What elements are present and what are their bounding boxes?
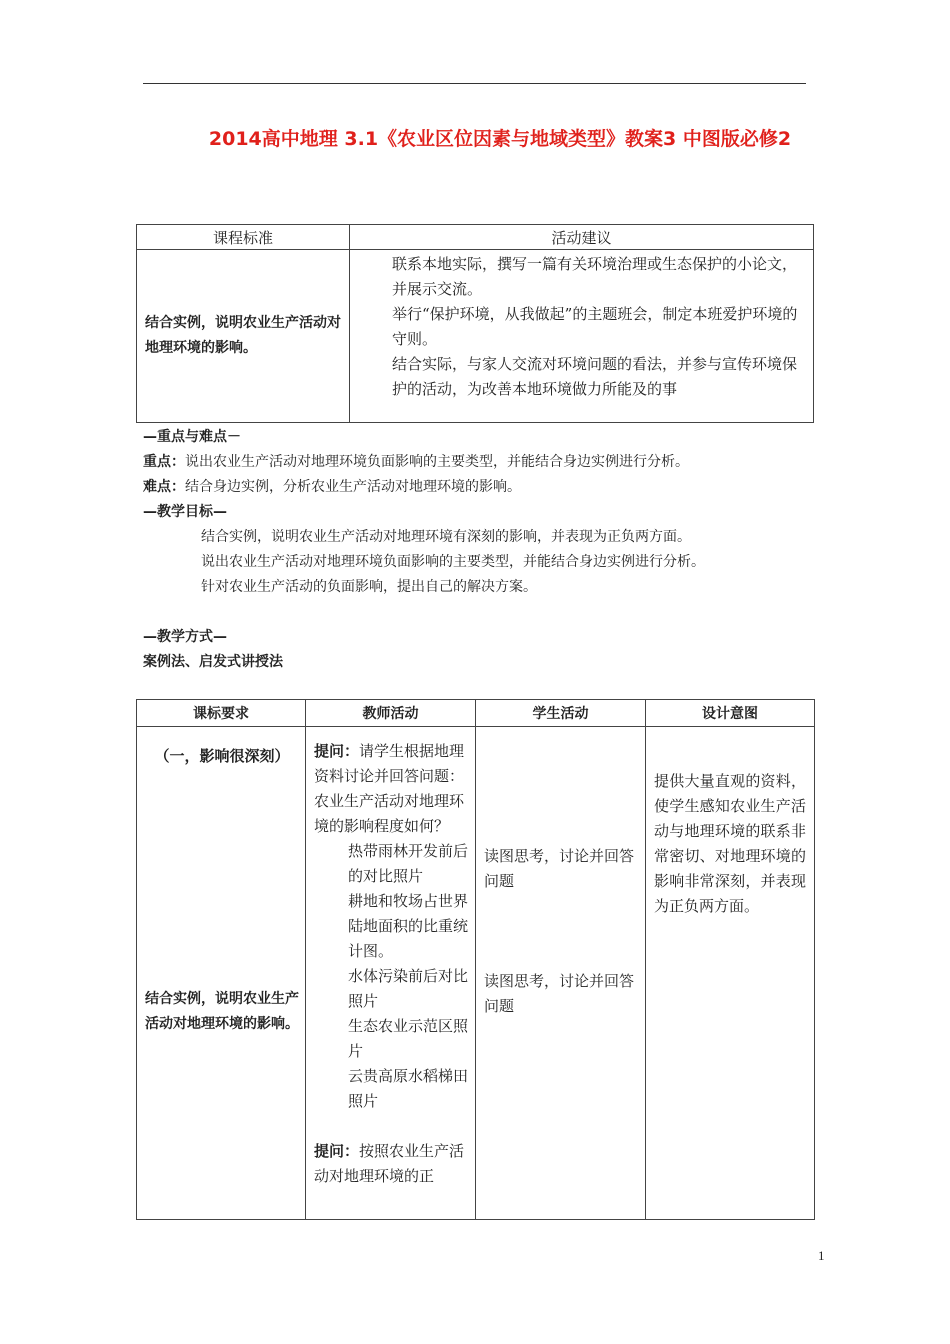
section-label: （一，影响很深刻） xyxy=(154,747,290,765)
goal-item: 针对农业生产活动的负面影响，提出自己的解决方案。 xyxy=(201,579,537,595)
header-activities: 活动建议 xyxy=(350,225,814,250)
curriculum-standard: 结合实例，说明农业生产活动对地理环境的影响。 xyxy=(137,250,350,423)
top-rule xyxy=(143,83,806,84)
difficulty-label: 难点： xyxy=(143,479,185,495)
header-requirement: 课标要求 xyxy=(137,700,306,727)
header-teacher: 教师活动 xyxy=(306,700,476,727)
method-heading: —教学方式— xyxy=(143,629,227,645)
lesson-table xyxy=(136,699,815,1220)
teacher-material: 耕地和牧场占世界陆地面积的比重统计图。 xyxy=(348,892,469,960)
teacher-q2-text: 按照农业生产活动对地理环境的正 xyxy=(314,1142,465,1185)
requirement-text: 结合实例，说明农业生产活动对地理环境的影响。 xyxy=(145,991,299,1032)
header-standard: 课程标准 xyxy=(137,225,350,250)
teacher-material: 热带雨林开发前后的对比照片 xyxy=(348,842,469,885)
page-number: 1 xyxy=(818,1248,825,1263)
teacher-material: 生态农业示范区照片 xyxy=(348,1017,469,1060)
student-activity-2: 读图思考，讨论并回答问题 xyxy=(484,972,635,1015)
document-title: 2014高中地理 3.1《农业区位因素与地域类型》教案3 中图版必修2 xyxy=(208,128,792,150)
activity-item: 联系本地实际，撰写一篇有关环境治理或生态保护的小论文，并展示交流。 xyxy=(392,255,798,298)
teacher-material: 云贵高原水稻梯田照片 xyxy=(348,1067,469,1110)
goal-item: 结合实例，说明农业生产活动对地理环境有深刻的影响，并表现为正负两方面。 xyxy=(201,529,691,545)
teacher-material: 水体污染前后对比照片 xyxy=(348,967,469,1010)
teacher-q1-text: 请学生根据地理资料讨论并回答问题：农业生产活动对地理环境的影响程度如何？ xyxy=(314,742,465,835)
goals-heading: —教学目标— xyxy=(143,504,227,520)
keypoints-heading: —重点与难点－ xyxy=(143,429,241,445)
activity-item: 结合实际，与家人交流对环境问题的看法，并参与宣传环境保护的活动，为改善本地环境做力所能及的事 xyxy=(392,355,798,398)
focus-text: 说出农业生产活动对地理环境负面影响的主要类型，并能结合身边实例进行分析。 xyxy=(185,454,689,470)
focus-label: 重点： xyxy=(143,454,185,470)
difficulty-text: 结合身边实例，分析农业生产活动对地理环境的影响。 xyxy=(185,479,521,495)
curriculum-table xyxy=(136,224,814,423)
teacher-q1-label: 提问： xyxy=(314,742,360,760)
design-intent: 提供大量直观的资料，使学生感知农业生产活动与地理环境的联系非常密切、对地理环境的影响非常深刻，并表现为正负两方面。 xyxy=(654,772,806,915)
method-text: 案例法、启发式讲授法 xyxy=(143,654,283,670)
teacher-q2-label: 提问： xyxy=(314,1142,360,1160)
student-activity-1: 读图思考，讨论并回答问题 xyxy=(484,847,635,890)
goal-item: 说出农业生产活动对地理环境负面影响的主要类型，并能结合身边实例进行分析。 xyxy=(201,554,705,570)
header-student: 学生活动 xyxy=(476,700,646,727)
header-intent: 设计意图 xyxy=(646,700,815,727)
activity-item: 举行“保护环境，从我做起”的主题班会，制定本班爱护环境的守则。 xyxy=(392,305,798,348)
